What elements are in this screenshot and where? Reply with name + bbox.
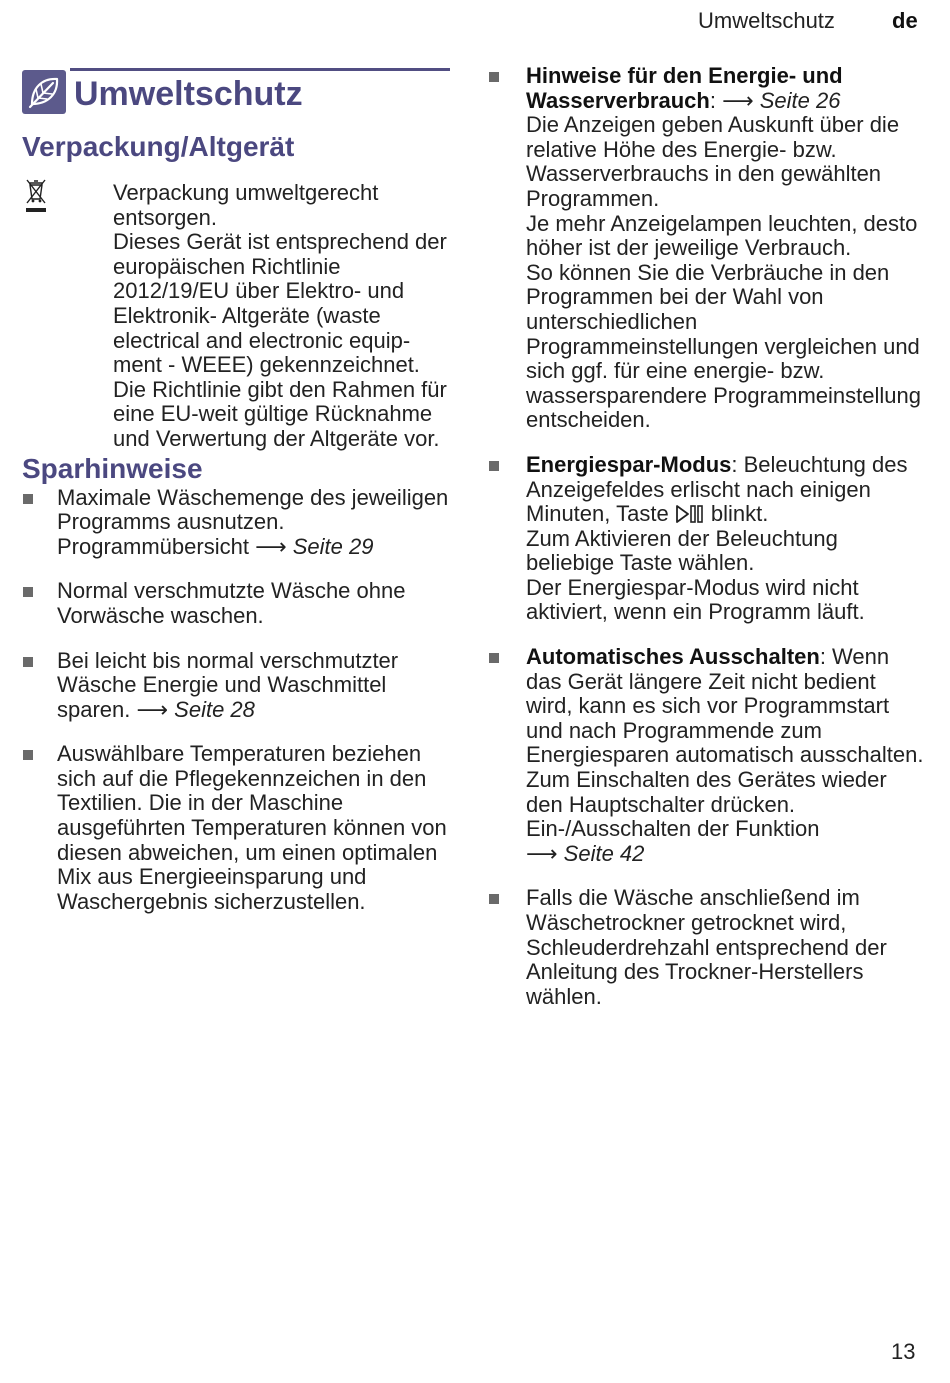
section-title-row	[22, 68, 450, 130]
crossed-out-bin-icon	[22, 177, 50, 213]
tips-list-left	[22, 486, 450, 915]
language-code: de	[892, 8, 918, 33]
list-item: Maximale Wäschemenge des jeweiligen Programms ausnutzen. Programmübersicht ⟶ Seite 29	[22, 486, 450, 560]
list-item: Auswählbare Temperaturen beziehen sich auf die Pflegekennzeichen in den Textilien. Die in der Maschine ausgeführten Temperaturen können von diesen abweichen, um einen optimalen Mix aus Energieeinsparung und Waschergebnis sicherzustellen.	[22, 742, 450, 914]
tips-heading: Sparhinweise	[22, 452, 203, 484]
running-header-section: Umweltschutz	[698, 8, 835, 33]
list-item: Automatisches Ausschalten: Wenn das Gerät längere Zeit nicht bedient wird, kann es sich vor Programmstart und nach Programmende zum Energiesparen automatisch ausschalten. Zum Einschalten des Gerätes wieder den Hauptschalter drücken. Ein-/Ausschalten der Funktion ⟶ Seite 42	[488, 645, 928, 866]
page-reference-link[interactable]: Seite 26	[759, 87, 841, 113]
left-column	[22, 68, 450, 934]
disposal-note	[22, 181, 450, 452]
play-pause-icon	[675, 504, 705, 524]
list-item: Normal verschmutzte Wäsche ohne Vorwäsche waschen.	[22, 579, 450, 628]
leaf-icon	[22, 70, 66, 114]
list-item: Falls die Wäsche anschließend im Wäschetrockner getrocknet wird, Schleuderdrehzahl entsprechend der Anleitung des Trockner-Herstellers wählen.	[488, 886, 928, 1009]
disposal-text: Verpackung umweltgerecht entsorgen. Dieses Gerät ist entsprechend der europäischen Richtlinie 2012/19/EU über Elektro- und Elektronik- Altgeräte (waste electrical and electronic equipment - WEEE) gekennzeichnet. Die Richtlinie gibt den Rahmen für eine EU-weit gültige Rücknahme und Verwertung der Altgeräte vor.	[113, 180, 447, 451]
right-column	[488, 64, 928, 1029]
page-reference-link[interactable]: Seite 42	[563, 840, 645, 866]
page-reference-link[interactable]: Seite 28	[174, 696, 255, 722]
list-item: Energiespar-Modus: Beleuchtung des Anzeigefeldes erlischt nach einigen Minuten, Taste blinkt. Zum Aktivieren der Beleuchtung beliebige Taste wählen. Der Energiespar-Modus wird nicht aktiviert, wenn ein Programm läuft.	[488, 453, 928, 625]
page-title: Umweltschutz	[74, 75, 303, 113]
packaging-heading: Verpackung/Altgerät	[22, 131, 295, 162]
tips-list-right	[488, 64, 928, 1009]
page-reference-link[interactable]: Seite 29	[292, 533, 374, 559]
list-item: Bei leicht bis normal verschmutzter Wäsche Energie und Waschmittel sparen. ⟶ Seite 28	[22, 649, 450, 723]
list-item: Hinweise für den Energie- und Wasserverbrauch: ⟶ Seite 26 Die Anzeigen geben Auskunft über die relative Höhe des Energie- bzw. Wasserverbrauchs in den gewählten Programmen. Je mehr Anzeigelampen leuchten, desto höher ist der jeweilige Verbrauch. So können Sie die Verbräuche in den Programmen bei der Wahl von unterschiedlichen Programmeinstellungen vergleichen und sich ggf. für eine energie- bzw. wassersparendere Programmeinstellung entscheiden.	[488, 64, 928, 433]
page-number: 13	[891, 1339, 916, 1364]
